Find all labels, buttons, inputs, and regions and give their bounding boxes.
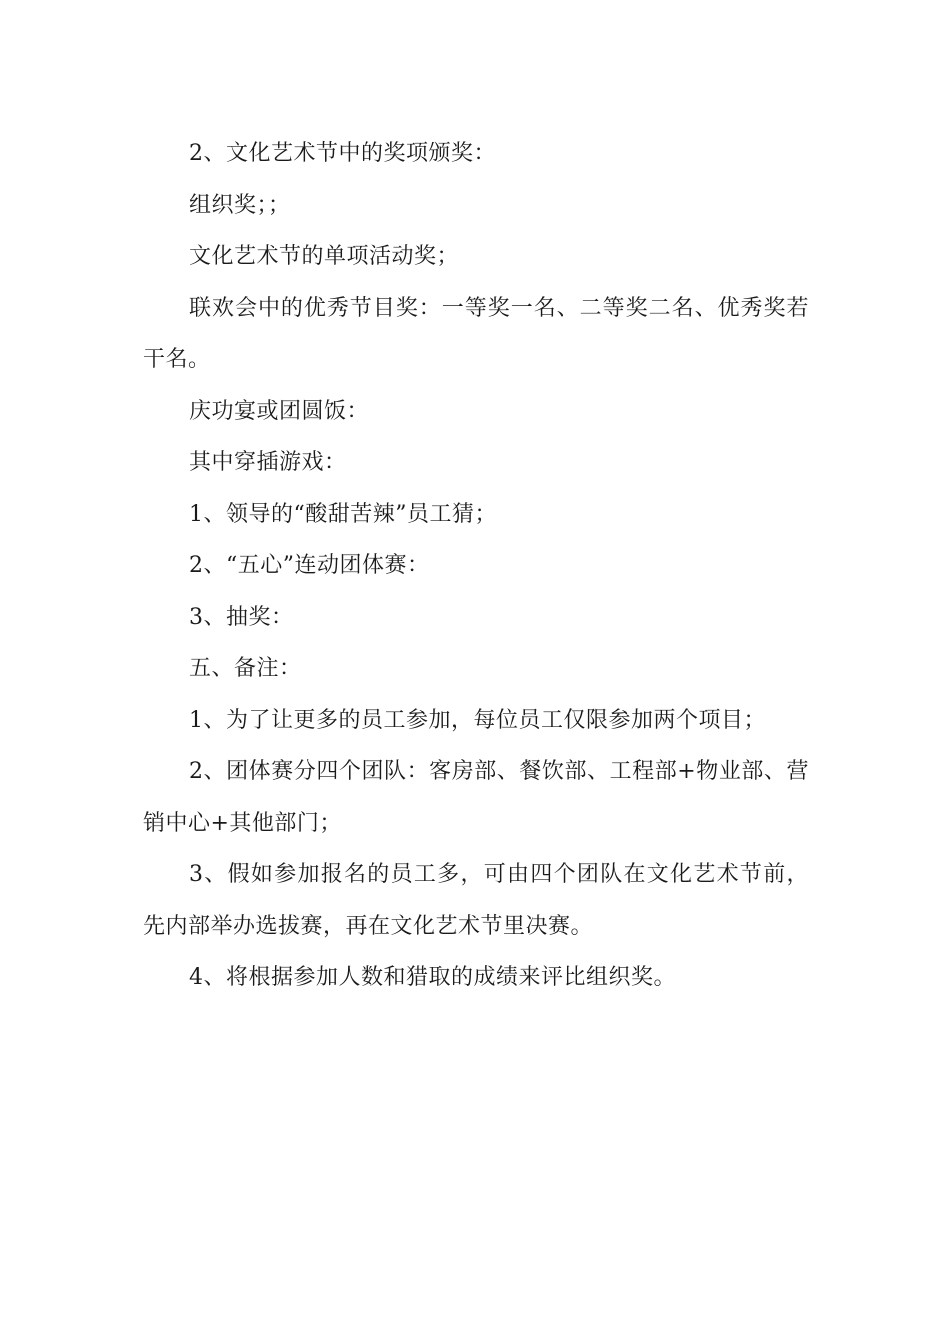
- paragraph-celebration-dinner: 庆功宴或团圆饭：: [189, 398, 370, 424]
- document-body: [143, 128, 809, 1004]
- paragraph-organization-award: 组织奖；；: [189, 192, 291, 218]
- paragraph-program-award: 联欢会中的优秀节目奖：一等奖一名、二等奖二名、优秀奖若干名。: [143, 295, 809, 372]
- paragraph-note-4: 4、将根据参加人数和猎取的成绩来评比组织奖。: [189, 965, 676, 990]
- paragraph-games-intro: 其中穿插游戏：: [189, 450, 347, 475]
- paragraph-note-3: 3、假如参加报名的员工多，可由四个团队在文化艺术节前，先内部举办选拔赛，再在文化艺术节里决赛。: [143, 862, 809, 939]
- paragraph-award-ceremony: 2、文化艺术节中的奖项颁奖：: [189, 141, 496, 166]
- paragraph-note-1: 1、为了让更多的员工参加，每位员工仅限参加两个项目；: [189, 707, 766, 733]
- paragraph-game-3: 3、抽奖：: [189, 604, 294, 630]
- paragraph-single-activity-award: 文化艺术节的单项活动奖；: [189, 244, 460, 269]
- section-heading-notes: 五、备注：: [189, 656, 302, 681]
- paragraph-game-2: 2、“五心”连动团体赛：: [189, 553, 430, 578]
- paragraph-note-2: 2、团体赛分四个团队：客房部、餐饮部、工程部+物业部、营销中心+其他部门；: [143, 759, 809, 836]
- paragraph-game-1: 1、领导的“酸甜苦辣”员工猜；: [189, 501, 497, 527]
